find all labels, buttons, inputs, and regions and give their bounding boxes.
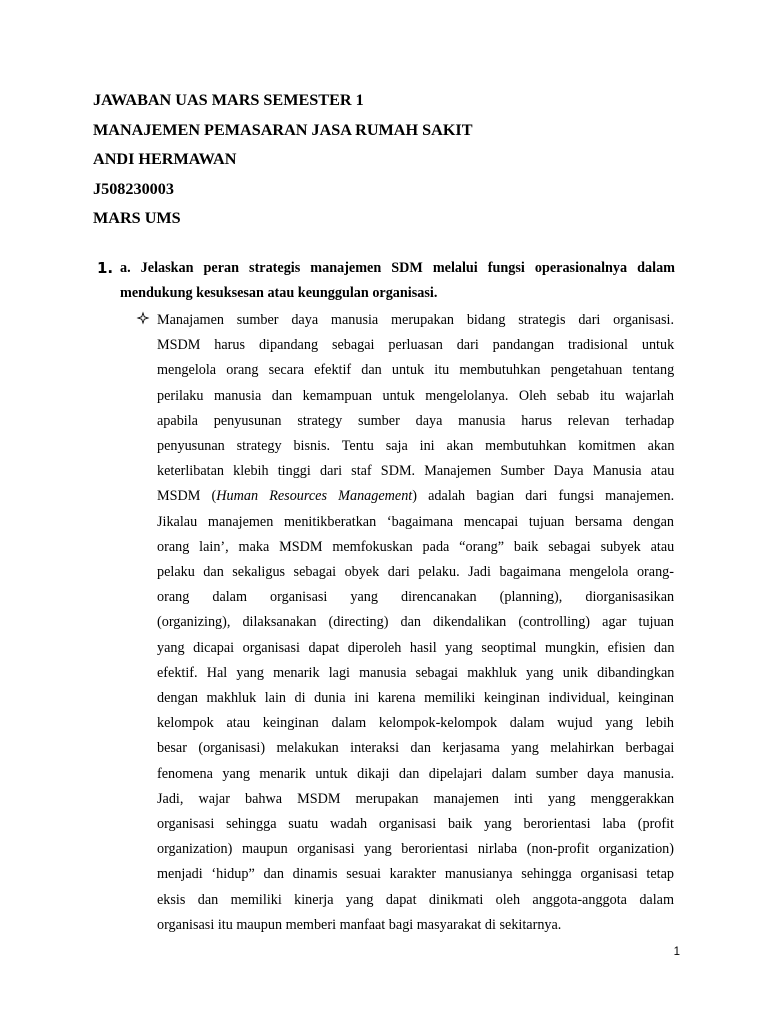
answer-line: eksis dan memiliki kinerja yang dapat dinikmati oleh anggota-anggota dalam — [157, 891, 674, 908]
question-text: a. Jelaskan peran strategis manajemen SDM melalui fungsi operasionalnya dalam mendukung kesuksesan atau keunggulan organisasi. — [120, 260, 675, 302]
answer-line: pelaku dan sekaligus sebagai obyek dari pelaku. Jadi bagaimana mengelola orang- — [157, 564, 674, 581]
answer-line: Jadi, wajar bahwa MSDM merupakan manajemen inti yang menggerakkan — [157, 790, 675, 807]
answer-line: organisasi itu maupun memberi manfaat bagi masyarakat di sekitarnya. — [157, 916, 562, 933]
document-header — [93, 86, 693, 234]
answer-line: keterlibatan klebih tinggi dari staf SDM. Manajemen Sumber Daya Manusia atau — [157, 463, 675, 480]
answer-line: yang dicapai organisasi dapat diperoleh hasil yang seoptimal mungkin, efisien dan — [157, 639, 675, 656]
answer-line: penyusunan strategy bisnis. Tentu saja ini akan membutuhkan komitmen akan — [157, 438, 675, 455]
diamond-bullet-icon — [136, 311, 150, 325]
answer-line: dengan makhluk lain di dunia ini karena memiliki keinginan individual, keinginan — [157, 690, 674, 707]
answer-line: organization) maupun organisasi yang berorientasi nirlaba (non-profit organization) — [157, 841, 674, 858]
page-number: 1 — [673, 946, 680, 958]
answer-line: orang lain’, maka MSDM memfokuskan pada “orang” baik sebagai subyek atau — [157, 538, 675, 555]
answer-line: MSDM harus dipandang sebagai perluasan dari pandangan tradisional untuk — [157, 337, 675, 354]
answer-text: MSDM ( — [157, 488, 217, 505]
header-program: MARS UMS — [93, 209, 181, 228]
answer-line: besar (organisasi) melakukan interaksi dan kerjasama yang melahirkan berbagai — [157, 740, 675, 757]
question-number: 1. — [97, 259, 114, 277]
header-course: MANAJEMEN PEMASARAN JASA RUMAH SAKIT — [93, 120, 473, 139]
answer-line: perilaku manusia dan kemampuan untuk mengelolanya. Oleh sebab itu wajarlah — [157, 387, 674, 404]
header-student-id: J508230003 — [93, 179, 174, 198]
answer-line: mengelola orang secara efektif dan untuk itu membutuhkan pengetahuan tentang — [157, 362, 675, 379]
answer-line: Manajamen sumber daya manusia merupakan bidang strategis dari organisasi. — [157, 312, 674, 328]
answer-line: apabila penyusunan strategy sumber daya manusia harus relevan terhadap — [157, 412, 675, 429]
answer-line: orang dalam organisasi yang direncanakan (planning), diorganisasikan — [157, 589, 675, 606]
answer-line: menjadi ‘hidup” dan dinamis sesuai karakter manusianya sehingga organisasi tetap — [157, 866, 674, 883]
header-title: JAWABAN UAS MARS SEMESTER 1 — [93, 91, 364, 109]
answer-italic-term: Human Resources Management — [216, 488, 413, 505]
header-student-name: ANDI HERMAWAN — [93, 150, 237, 169]
answer-line — [157, 484, 674, 509]
answer-line: Jikalau manajemen menitikberatkan ‘bagaimana mencapai tujuan bersama dengan — [157, 513, 674, 530]
answer-line: kelompok atau keinginan dalam kelompok-kelompok dalam wujud yang lebih — [157, 715, 674, 732]
answer-line: fenomena yang menarik untuk dikaji dan dipelajari dalam sumber daya manusia. — [157, 765, 675, 782]
answer-line: (organizing), dilaksanakan (directing) dan dikendalikan (controlling) agar tujuan — [157, 614, 674, 631]
answer-line: organisasi sehingga suatu wadah organisasi baik yang berorientasi laba (profit — [157, 816, 674, 833]
answer-paragraph — [157, 308, 674, 938]
answer-line: efektif. Hal yang menarik lagi manusia sebagai makhluk yang unik dibandingkan — [157, 664, 675, 681]
answer-text: ) adalah bagian dari fungsi manajemen. — [412, 488, 675, 505]
